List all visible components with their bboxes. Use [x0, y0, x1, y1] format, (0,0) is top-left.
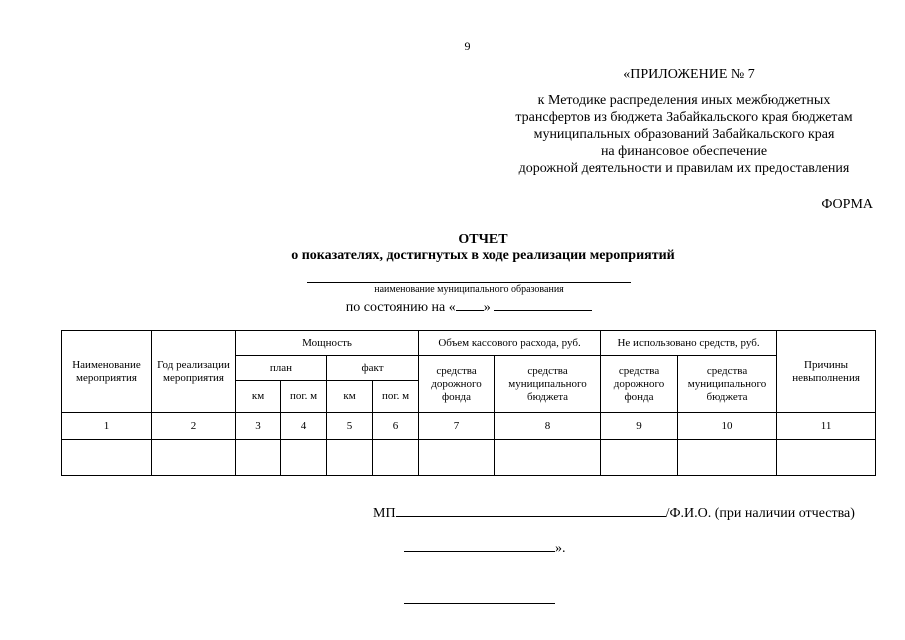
as-of-day-blank[interactable]: [456, 298, 484, 311]
column-number: 5: [327, 413, 373, 440]
group-cash-expense: Объем кассового расхода, руб.: [419, 331, 601, 356]
table-cell[interactable]: [62, 440, 152, 476]
appendix-line: трансфертов из бюджета Забайкальского края бюджетам: [515, 110, 853, 125]
table-cell[interactable]: [601, 440, 678, 476]
signature-blank[interactable]: [396, 503, 666, 517]
form-label: ФОРМА: [821, 197, 873, 212]
column-number: 6: [373, 413, 419, 440]
unit-pog-m: пог. м: [373, 381, 419, 413]
group-capacity: Мощность: [236, 331, 419, 356]
column-number: 3: [236, 413, 281, 440]
table-cell[interactable]: [281, 440, 327, 476]
table-cell[interactable]: [373, 440, 419, 476]
sub-plan: план: [236, 356, 327, 381]
col-year: Год реализации мероприятия: [152, 331, 236, 413]
col-reasons: Причины невыполнения: [777, 331, 876, 413]
as-of-date-line: [300, 298, 638, 316]
appendix-line: муниципальных образований Забайкальского края: [533, 127, 835, 142]
column-number: 2: [152, 413, 236, 440]
sub-road-fund: средства дорожного фонда: [601, 356, 678, 413]
column-number: 9: [601, 413, 678, 440]
report-title: ОТЧЕТ: [458, 232, 508, 247]
column-number-row: [62, 413, 876, 440]
appendix-description: [490, 92, 878, 177]
name-label: /Ф.И.О. (при наличии отчества): [665, 506, 855, 521]
appendix-line: на финансовое обеспечение: [600, 144, 768, 159]
date-suffix: ».: [555, 541, 566, 556]
sub-fact: факт: [327, 356, 419, 381]
appendix-title: «ПРИЛОЖЕНИЕ № 7: [623, 67, 755, 82]
table-cell[interactable]: [678, 440, 777, 476]
municipality-name-line[interactable]: [307, 282, 631, 283]
group-unused-funds: Не использовано средств, руб.: [601, 331, 777, 356]
table-cell[interactable]: [327, 440, 373, 476]
page-number: 9: [464, 39, 471, 53]
column-number: 10: [678, 413, 777, 440]
table-header-row: [62, 331, 876, 356]
appendix-line: дорожной деятельности и правилам их предоставления: [518, 161, 850, 176]
appendix-line: к Методике распределения иных межбюджетных: [537, 93, 831, 108]
signature-line: [373, 503, 855, 522]
table-cell[interactable]: [419, 440, 495, 476]
table-cell[interactable]: [777, 440, 876, 476]
table-row: [62, 440, 876, 476]
table-cell[interactable]: [152, 440, 236, 476]
footer-blank-line[interactable]: [404, 603, 555, 604]
column-number: 11: [777, 413, 876, 440]
table-cell[interactable]: [495, 440, 601, 476]
column-number: 7: [419, 413, 495, 440]
column-number: 4: [281, 413, 327, 440]
sub-municipal-budget: средства муниципального бюджета: [678, 356, 777, 413]
unit-pog-m: пог. м: [281, 381, 327, 413]
col-event-name: Наименование мероприятия: [62, 331, 152, 413]
unit-km: км: [327, 381, 373, 413]
municipality-caption: наименование муниципального образования: [374, 284, 564, 295]
column-number: 8: [495, 413, 601, 440]
column-number: 1: [62, 413, 152, 440]
mp-label: МП: [373, 506, 396, 521]
sub-road-fund: средства дорожного фонда: [419, 356, 495, 413]
as-of-middle: »: [483, 300, 491, 315]
date-blank[interactable]: [404, 538, 555, 552]
as-of-prefix: по состоянию на «: [345, 300, 456, 315]
as-of-month-year-blank[interactable]: [494, 298, 592, 311]
table-cell[interactable]: [236, 440, 281, 476]
unit-km: км: [236, 381, 281, 413]
report-subtitle: о показателях, достигнутых в ходе реализации мероприятий: [291, 248, 675, 263]
report-table: [61, 330, 876, 476]
sub-municipal-budget: средства муниципального бюджета: [495, 356, 601, 413]
signature-date-line: [404, 538, 566, 557]
